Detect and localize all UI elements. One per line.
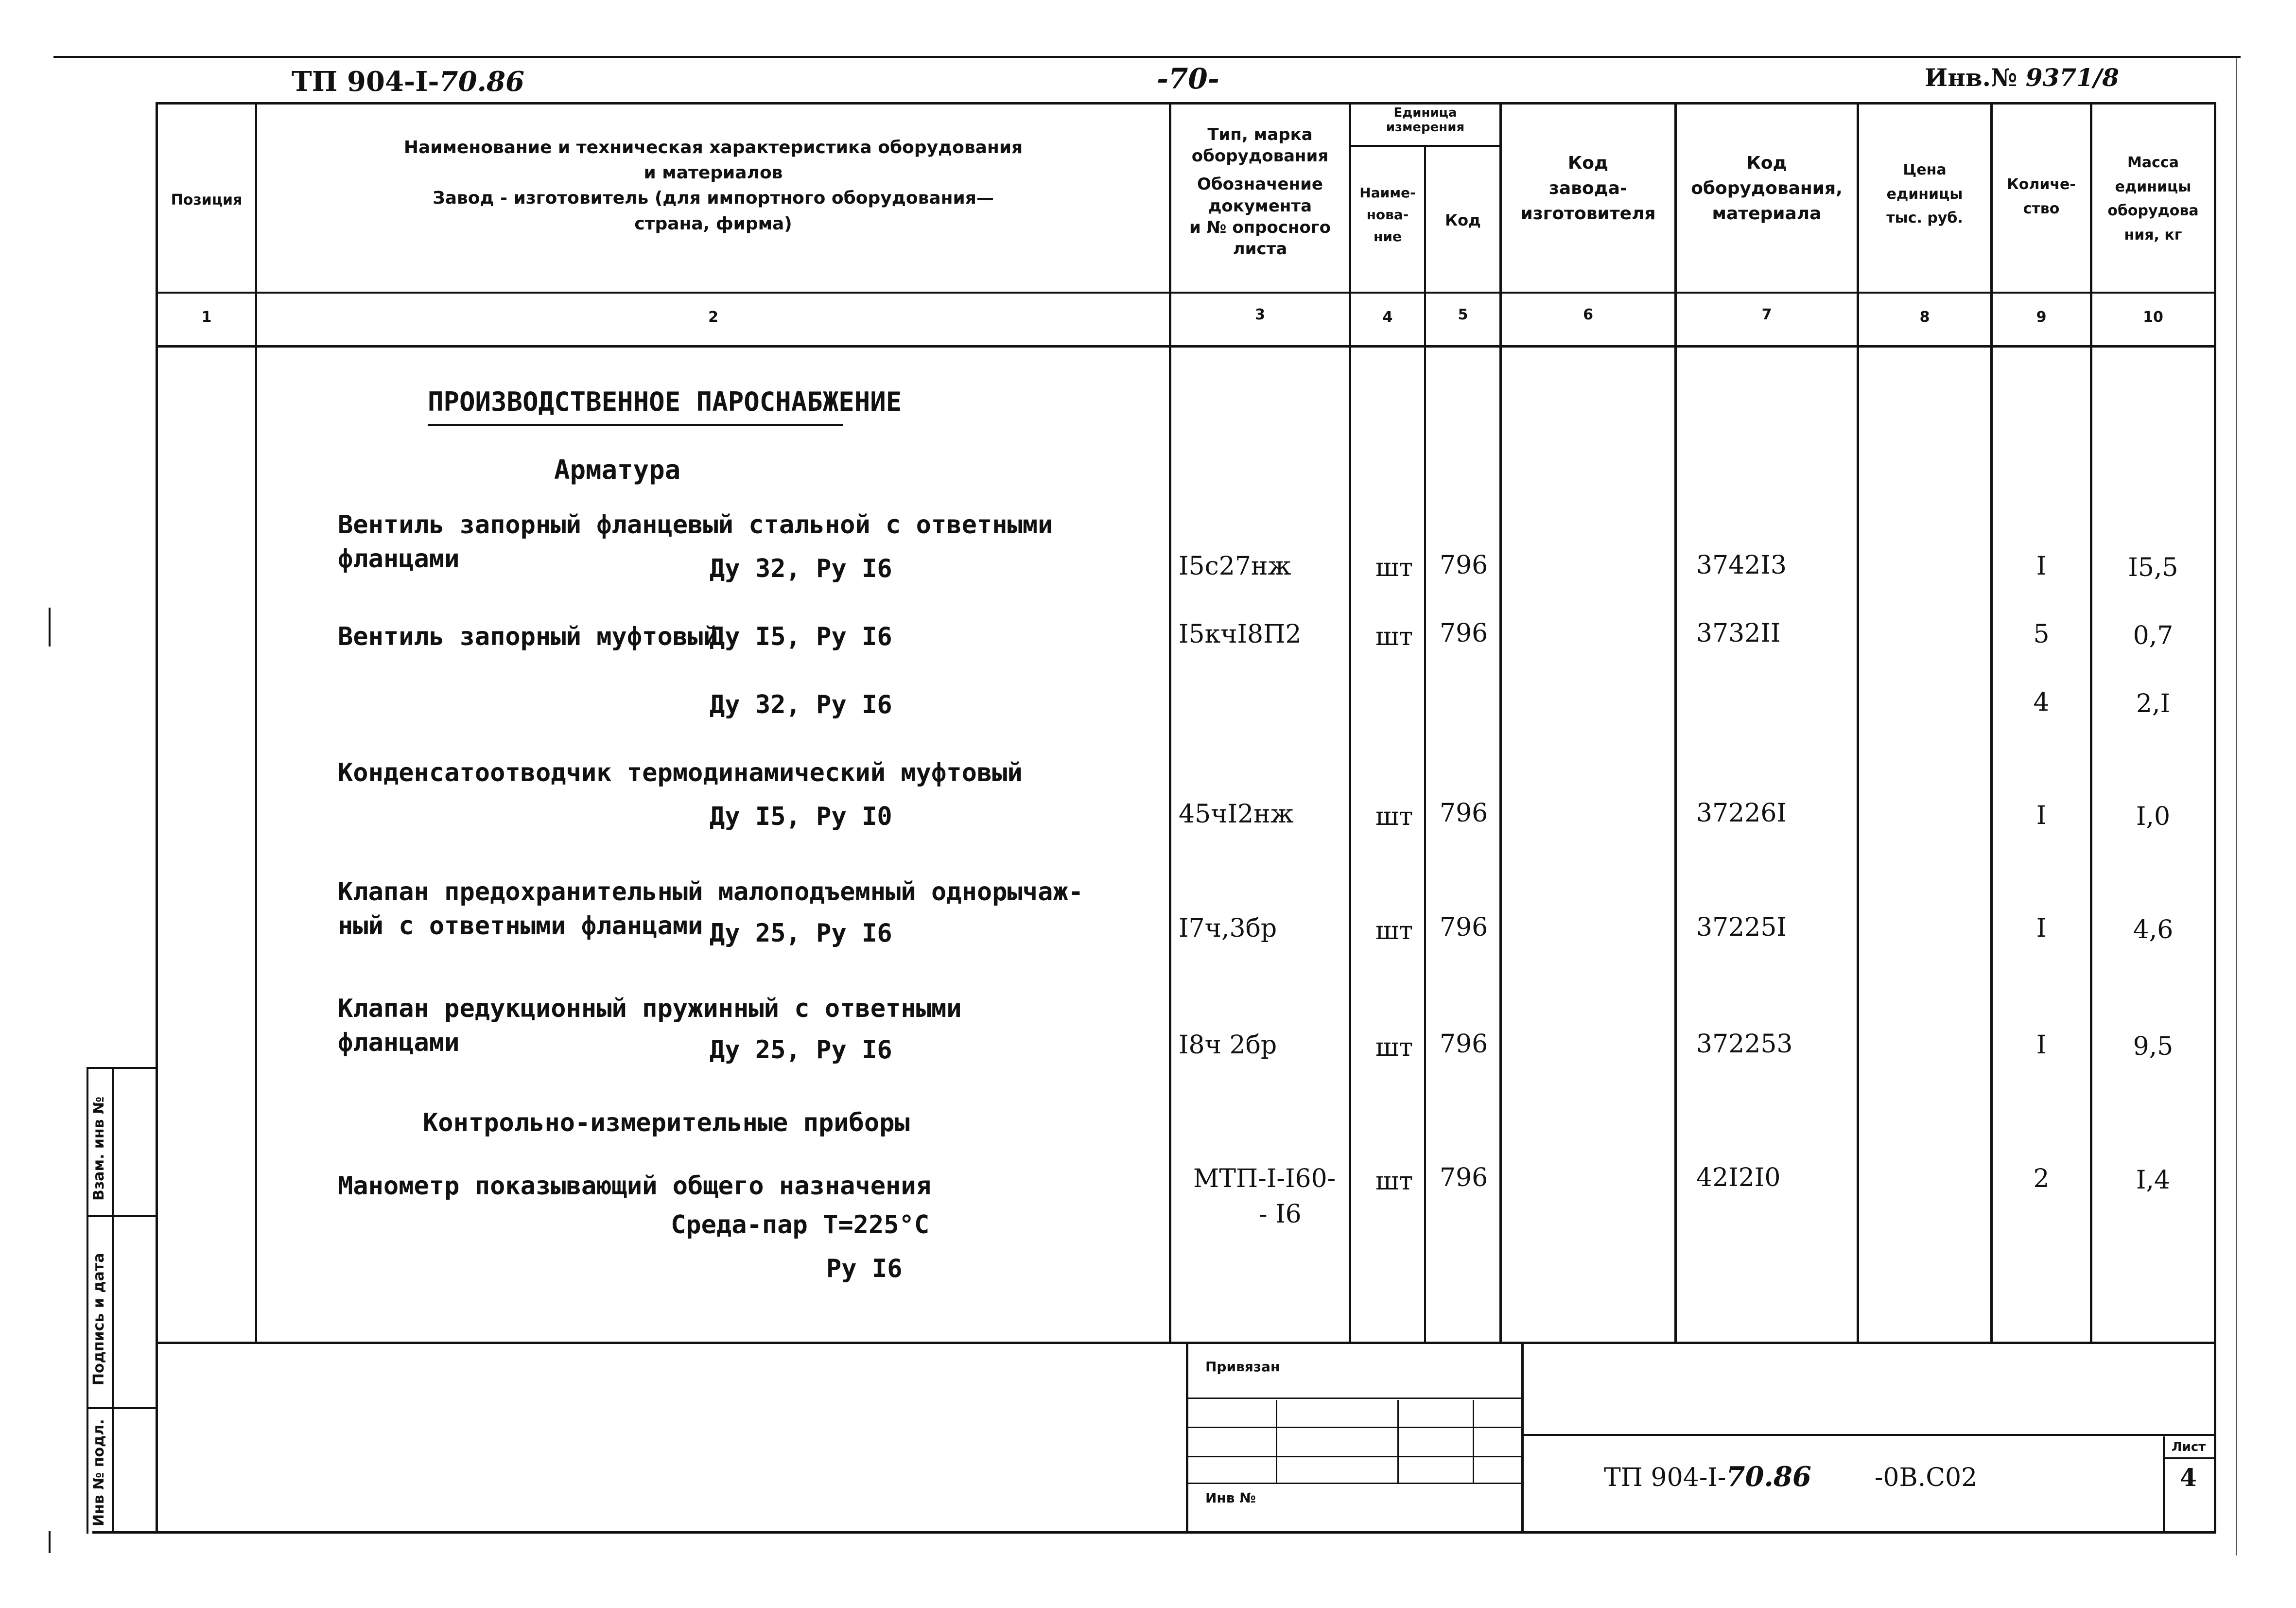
item-6-equip-code: 372253 xyxy=(1696,1030,1793,1059)
col-divider-6 xyxy=(1674,102,1677,1342)
mass-header-line1: Масса xyxy=(2127,154,2179,171)
col-header-unit-code: Код xyxy=(1445,211,1481,229)
type-header-line6: листа xyxy=(1233,239,1287,259)
unit-group-divider xyxy=(1351,145,1499,147)
stamp-inv-no: Инв № xyxy=(1205,1490,1256,1506)
stamp-grid-v1 xyxy=(1276,1400,1277,1483)
item-6-code: 796 xyxy=(1440,1030,1488,1059)
item-4-qty: I xyxy=(2036,801,2047,830)
unit-group-line2: измерения xyxy=(1386,120,1465,135)
item-2-mass: 0,7 xyxy=(2133,621,2174,650)
inv-number-value: 9371/8 xyxy=(2025,63,2119,92)
stamp-grid-v2 xyxy=(1397,1400,1399,1483)
item-4-spec: Ду I5, Ру I0 xyxy=(710,802,892,831)
item-7-type-cont: - I6 xyxy=(1259,1200,1302,1229)
col-divider-3 xyxy=(1349,102,1351,1342)
item-2-spec: Ду I5, Ру I6 xyxy=(710,622,892,651)
sheet-box-left xyxy=(2163,1436,2165,1531)
col-number-6: 6 xyxy=(1583,306,1593,323)
sheet-number: 4 xyxy=(2180,1463,2197,1492)
stamp-doc-code xyxy=(1604,1461,1977,1493)
item-4-code: 796 xyxy=(1440,799,1488,828)
item-1-spec: Ду 32, Ру I6 xyxy=(710,554,892,583)
side-block-mid xyxy=(112,1067,114,1534)
col-divider-8 xyxy=(1990,102,1993,1342)
unit-group-line1: Единица xyxy=(1393,105,1457,120)
item-5-name-line1: Клапан предохранительный малоподъемный однорычаж- xyxy=(338,877,1084,907)
item-4-unit: шт xyxy=(1375,802,1413,831)
item-1-code: 796 xyxy=(1440,551,1488,580)
side-block-div2 xyxy=(87,1407,157,1409)
item-4-equip-code: 37226I xyxy=(1696,799,1787,828)
item-5-unit: шт xyxy=(1375,916,1413,945)
col-number-1: 1 xyxy=(201,309,212,326)
unit-name-line3: ние xyxy=(1374,228,1402,245)
col-divider-5 xyxy=(1499,102,1502,1342)
page-number: -70- xyxy=(1157,62,1219,95)
item-5-mass: 4,6 xyxy=(2133,915,2174,944)
item-5-type: I7ч,3бр xyxy=(1179,914,1277,943)
item-5-name-line2: ный с ответными фланцами xyxy=(338,911,703,941)
col-number-3: 3 xyxy=(1255,306,1265,323)
maker-header-line1: Код xyxy=(1567,153,1609,173)
inventory-number xyxy=(1925,63,2119,92)
item-6-unit: шт xyxy=(1375,1033,1413,1062)
col-header-equip-code xyxy=(1677,151,1857,227)
item-1-unit: шт xyxy=(1375,553,1413,582)
name-header-line4: страна, фирма) xyxy=(634,213,792,234)
stamp-grid-v3 xyxy=(1473,1400,1474,1483)
item-5-equip-code: 37225I xyxy=(1696,913,1787,942)
subsection-kip: Контрольно-измерительные приборы xyxy=(423,1108,910,1137)
side-block-top xyxy=(87,1067,157,1069)
item-6-type: I8ч 2бр xyxy=(1179,1031,1277,1060)
unit-name-line2: нова- xyxy=(1366,206,1409,223)
stamp-line-4 xyxy=(1188,1483,1524,1484)
inv-label: Инв.№ xyxy=(1925,63,2018,92)
item-1-qty: I xyxy=(2036,552,2047,581)
col-number-2: 2 xyxy=(708,309,718,326)
side-block-div1 xyxy=(87,1215,157,1217)
type-header-line2: оборудования xyxy=(1191,146,1329,166)
item-6-qty: I xyxy=(2036,1031,2047,1060)
item-7-unit: шт xyxy=(1375,1167,1413,1196)
col-header-price xyxy=(1859,158,1990,230)
sheet-box-divider xyxy=(2163,1457,2214,1459)
col-number-10: 10 xyxy=(2143,309,2163,326)
header-doc-code-hand: 70.86 xyxy=(439,66,524,98)
price-header-line2: единицы xyxy=(1886,185,1963,203)
item-5-qty: I xyxy=(2036,914,2047,943)
price-header-line3: тыс. руб. xyxy=(1886,210,1963,227)
stamp-doc-suffix: -0В.С02 xyxy=(1874,1463,1978,1492)
col-divider-9 xyxy=(2090,102,2092,1342)
table-right-border xyxy=(2214,102,2216,1534)
item-2-code: 796 xyxy=(1440,619,1488,648)
mass-header-line3: оборудова xyxy=(2107,202,2199,219)
item-1-name-line2: фланцами xyxy=(338,544,460,574)
mass-header-line2: единицы xyxy=(2115,178,2192,195)
item-6-mass: 9,5 xyxy=(2133,1032,2174,1061)
name-header-line1: Наименование и техническая характеристика оборудования xyxy=(403,138,1023,157)
item-2-unit: шт xyxy=(1375,622,1413,651)
col-number-9: 9 xyxy=(2036,309,2047,326)
item-7-type: МТП-I-I60- xyxy=(1193,1164,1336,1193)
item-6-name-line1: Клапан редукционный пружинный с ответными xyxy=(338,994,962,1023)
col-header-type xyxy=(1171,124,1349,260)
header-doc-code-prefix: ТП 904-І- xyxy=(292,66,439,98)
type-header-line1: Тип, марка xyxy=(1207,125,1313,144)
item-7-spec: Ру I6 xyxy=(826,1254,903,1283)
stamp-left-divider xyxy=(1186,1344,1188,1531)
item-7-name-line1: Манометр показывающий общего назначения xyxy=(338,1171,931,1201)
side-label-podpis: Подпись и дата xyxy=(90,1253,107,1385)
item-4-type: 45чI2нж xyxy=(1179,800,1294,829)
item-2-equip-code: 3732II xyxy=(1696,619,1781,648)
col-header-mass xyxy=(2092,151,2214,247)
item-4-mass: I,0 xyxy=(2136,802,2171,831)
section-title-underline xyxy=(428,424,843,426)
header-divider xyxy=(158,292,2216,294)
maker-header-line3: изготовителя xyxy=(1520,204,1656,224)
item-2-name-line1: Вентиль запорный муфтовый xyxy=(338,622,718,651)
qty-header-line1: Количе- xyxy=(2007,176,2076,193)
item-1-equip-code: 3742I3 xyxy=(1696,551,1787,580)
item-1-type: I5с27нж xyxy=(1179,552,1291,581)
stamp-right-divider xyxy=(1521,1344,1524,1531)
stamp-doc-hand: 70.86 xyxy=(1726,1461,1811,1493)
type-header-line5: и № опросного xyxy=(1189,217,1331,237)
side-label-vzam: Взам. инв № xyxy=(90,1096,107,1201)
price-header-line1: Цена xyxy=(1903,161,1947,178)
maker-header-line2: завода- xyxy=(1548,178,1628,199)
name-header-line3: Завод - изготовитель (для импортного оборудования— xyxy=(433,188,994,209)
colnum-divider xyxy=(158,345,2216,348)
header-doc-code xyxy=(292,66,524,98)
col-header-maker-code xyxy=(1502,151,1674,227)
item-1-mass: I5,5 xyxy=(2128,553,2178,582)
item-6-spec: Ду 25, Ру I6 xyxy=(710,1035,892,1065)
top-rule xyxy=(53,56,2241,58)
col-divider-1 xyxy=(255,102,257,1342)
scan-mark-right xyxy=(2236,58,2237,1556)
item-6-name-line2: фланцами xyxy=(338,1028,460,1057)
stamp-title-line xyxy=(1524,1434,2214,1436)
type-header-line4: документа xyxy=(1208,196,1312,216)
mass-header-line4: ния, кг xyxy=(2124,226,2182,244)
item-7-mass: I,4 xyxy=(2136,1166,2171,1195)
table-top-border xyxy=(158,102,2216,105)
col-number-4: 4 xyxy=(1382,309,1393,326)
equip-header-line2: оборудования, xyxy=(1691,178,1843,199)
stamp-doc-prefix: ТП 904-I- xyxy=(1604,1463,1726,1492)
col-number-5: 5 xyxy=(1458,306,1468,323)
item-1-name-line1: Вентиль запорный фланцевый стальной с ответными xyxy=(338,510,1053,540)
col-number-7: 7 xyxy=(1761,306,1772,323)
stamp-privyazan: Привязан xyxy=(1205,1359,1280,1375)
col-divider-2 xyxy=(1169,102,1171,1342)
side-label-inv-podl: Инв № подл. xyxy=(90,1419,107,1526)
section-title: ПРОИЗВОДСТВЕННОЕ ПАРОСНАБЖЕНИЕ xyxy=(428,386,902,417)
unit-name-line1: Наиме- xyxy=(1359,185,1416,201)
item-4-name-line1: Конденсатоотводчик термодинамический муфтовый xyxy=(338,758,1023,787)
item-5-code: 796 xyxy=(1440,913,1488,942)
item-2-type: I5кчI8П2 xyxy=(1179,620,1302,649)
col-number-8: 8 xyxy=(1919,309,1930,326)
item-7-name-line2: Среда-пар Т=225°С xyxy=(671,1210,930,1240)
stamp-line-1 xyxy=(1188,1398,1524,1399)
equip-header-line3: материала xyxy=(1712,204,1822,224)
side-block-left xyxy=(87,1067,88,1534)
item-3-qty: 4 xyxy=(2033,688,2050,717)
col-header-name xyxy=(258,135,1169,237)
col-header-qty xyxy=(1993,173,2090,221)
item-7-equip-code: 42I2I0 xyxy=(1696,1163,1781,1192)
item-5-spec: Ду 25, Ру I6 xyxy=(710,919,892,948)
item-3-mass: 2,I xyxy=(2136,689,2171,718)
frame-bottom-border xyxy=(92,1531,2216,1534)
equip-header-line1: Код xyxy=(1746,153,1787,173)
sheet-label: Лист xyxy=(2172,1440,2206,1454)
item-7-qty: 2 xyxy=(2033,1164,2050,1193)
col-header-unit-group xyxy=(1351,106,1499,135)
col-divider-7 xyxy=(1857,102,1859,1342)
name-header-line2: и материалов xyxy=(644,163,783,183)
item-3-spec: Ду 32, Ру I6 xyxy=(710,690,892,719)
col-header-unit-name xyxy=(1351,182,1424,247)
scan-mark-left-bottom xyxy=(49,1531,51,1553)
subsection-armatura: Арматура xyxy=(554,454,681,485)
item-2-qty: 5 xyxy=(2033,620,2050,649)
item-7-code: 796 xyxy=(1440,1163,1488,1192)
qty-header-line2: ство xyxy=(2023,200,2060,217)
scan-mark-left xyxy=(49,608,51,647)
type-header-line3: Обозначение xyxy=(1197,175,1323,194)
col-divider-4 xyxy=(1424,146,1426,1342)
col-header-position: Позиция xyxy=(171,192,243,209)
